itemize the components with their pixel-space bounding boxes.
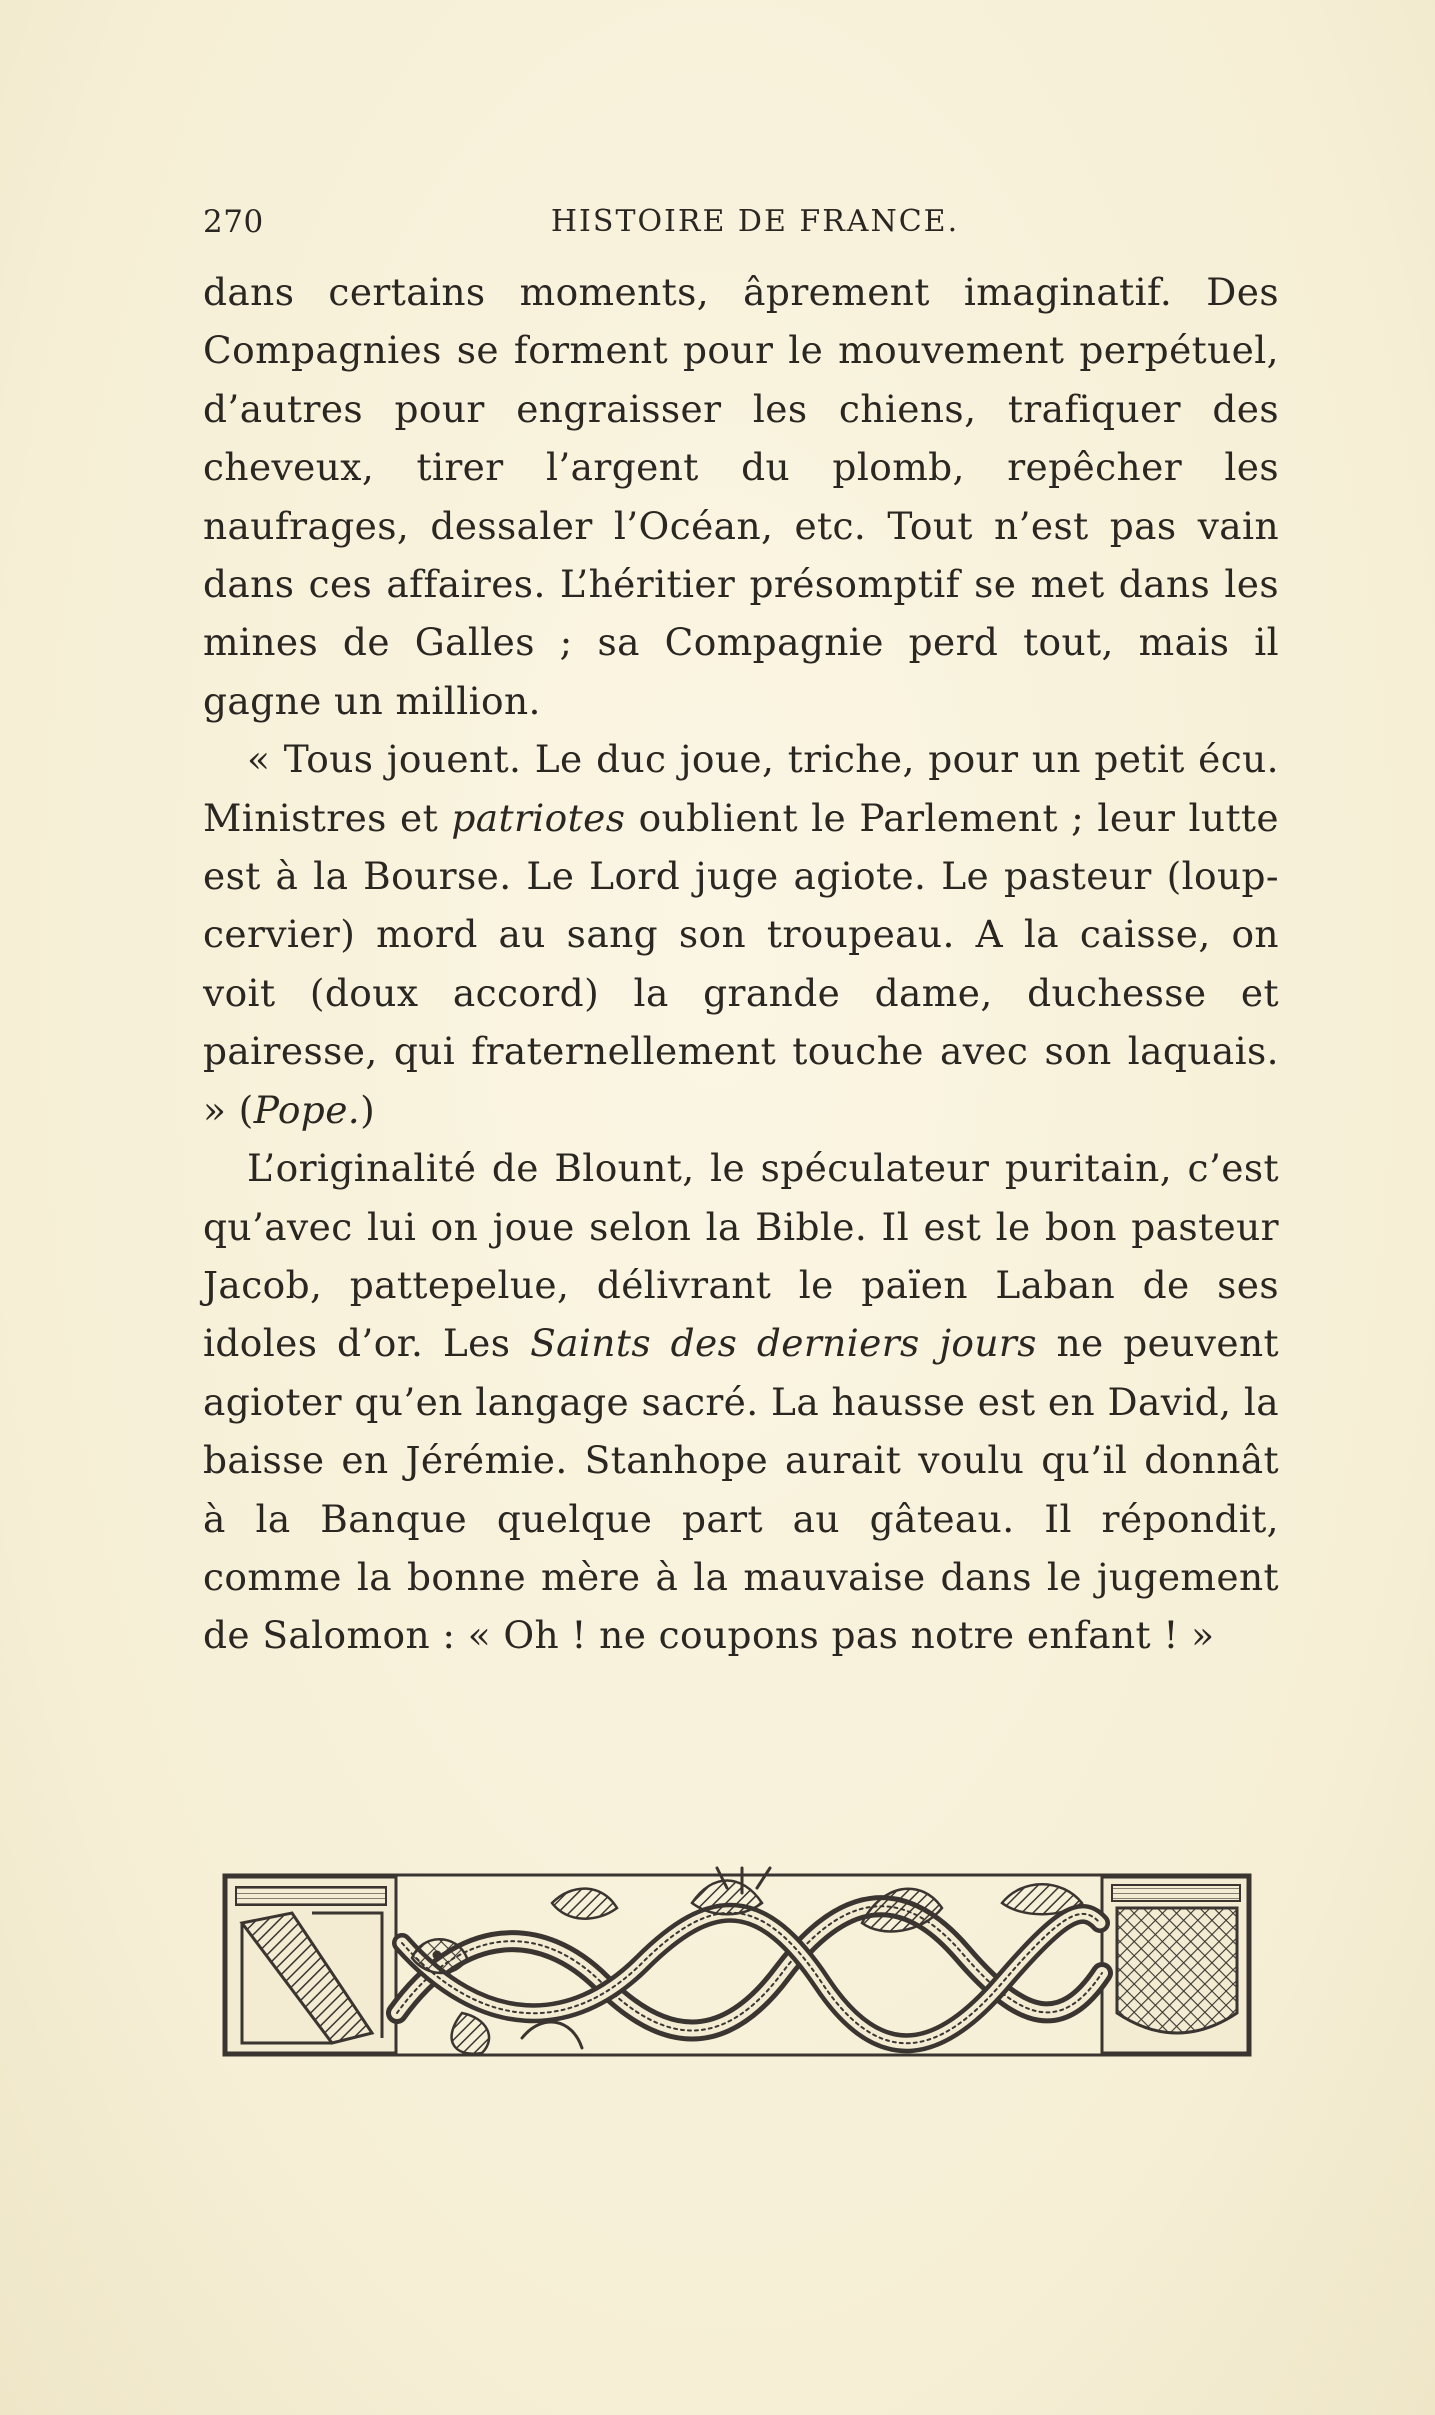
text-run: ne peuvent agioter qu’en langage sacré. La hausse est en David, la baisse en Jérémie. Stanhope aurait voulu qu’il donnât à la Banque quelque part au gâteau. Il répondit, comme la bonne mère à la mauvaise dans le jugement de Salomon : « Oh ! ne coupons pas notre enfant ! »	[203, 1321, 1279, 1658]
tailpiece-svg	[222, 1863, 1252, 2073]
text-run: )	[360, 1087, 376, 1132]
interlace-strands	[397, 1868, 1102, 2054]
text-run: dans certains moments, âprement imaginatif. Des Compagnies se forment pour le mouvement perpétuel, d’autres pour engraisser les chiens, trafiquer des cheveux, tirer l’argent du plomb, repêcher les naufrages, dessaler l’Océan, etc. Tout n’est pas vain dans ces affaires. L’héritier présomptif se met dans les mines de Galles ; sa Compagnie perd tout, mais il gagne un million.	[203, 270, 1279, 723]
italic-run: Saints des derniers jours	[530, 1321, 1037, 1366]
italic-run: Pope.	[253, 1087, 361, 1132]
running-head: HISTOIRE DE FRANCE.	[550, 204, 960, 239]
paragraph	[203, 1139, 1279, 1665]
page-number: 270	[203, 204, 264, 240]
italic-run: patriotes	[451, 795, 626, 840]
body-text	[203, 263, 1279, 1665]
left-panel	[226, 1877, 396, 2053]
paragraph	[203, 263, 1279, 730]
paragraph	[203, 730, 1279, 1139]
text-run: oublient le Parlement ; leur lutte est à la Bourse. Le Lord juge agiote. Le pasteur (loup-cervier) mord au sang son troupeau. A la caisse, on voit (doux accord) la grande dame, duchesse et pairesse, qui fraternellement touche avec son laquais. » (	[203, 795, 1279, 1132]
page-header	[203, 200, 1283, 246]
right-panel	[1102, 1877, 1248, 2053]
text-run: L’originalité de Blount, le spéculateur puritain, c’est qu’avec lui on joue selon la Bible. Il est le bon pasteur Jacob, pattepelue, délivrant le païen Laban de ses idoles d’or. Les	[203, 1146, 1279, 1366]
interlace-tailpiece-icon	[222, 1863, 1252, 2073]
text-run: « Tous jouent. Le duc joue, triche, pour un petit écu. Ministres et	[203, 737, 1279, 840]
